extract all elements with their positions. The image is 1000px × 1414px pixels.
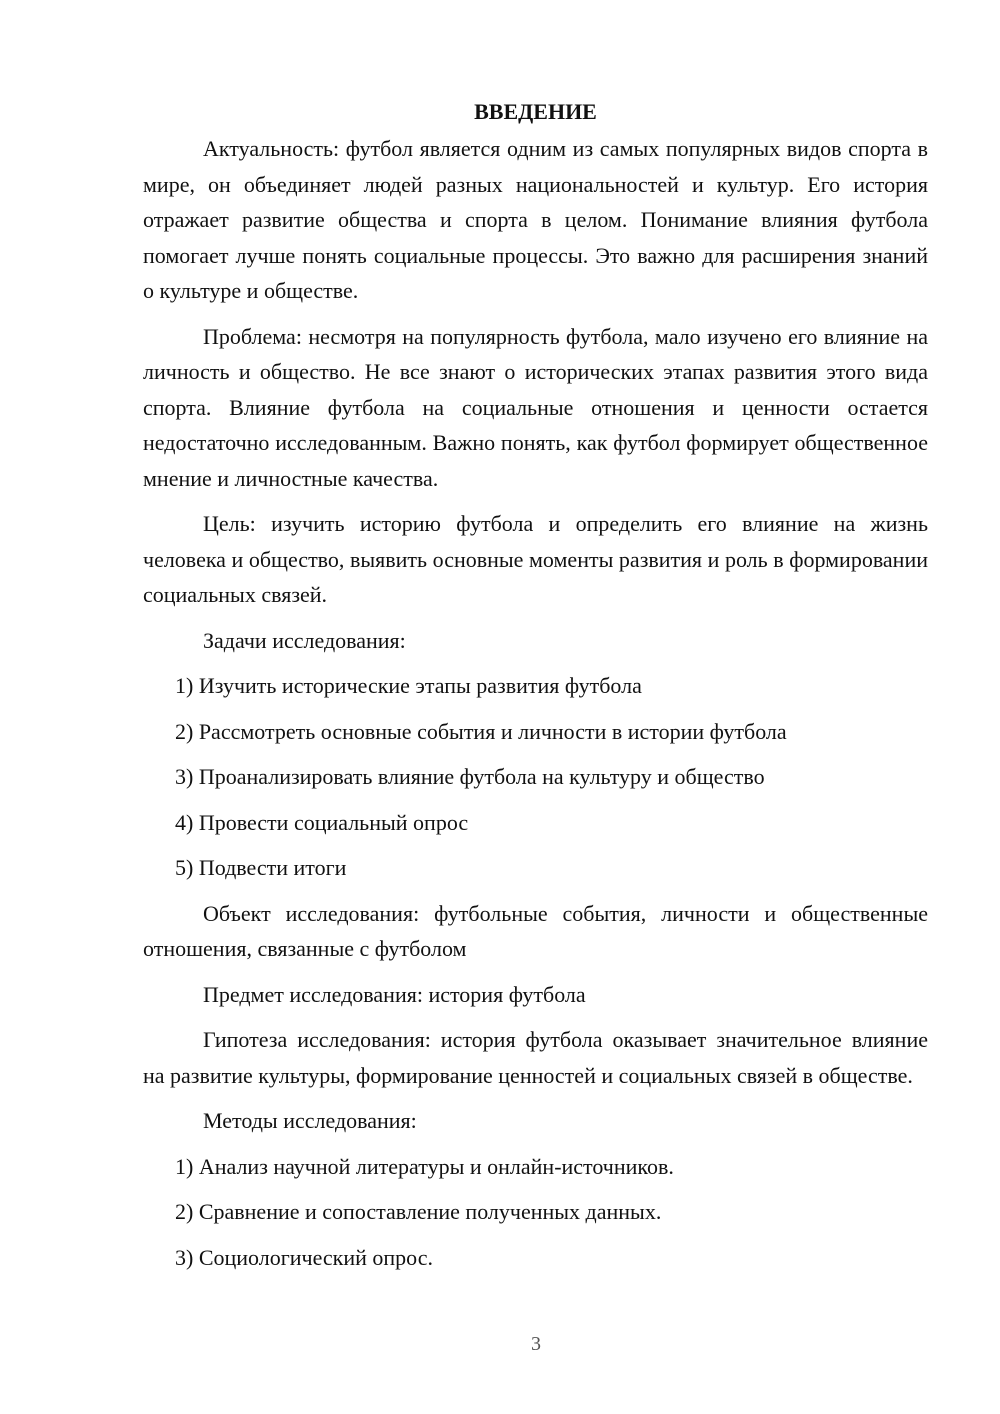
- methods-title: Методы исследования:: [203, 1108, 417, 1133]
- task-item: 2) Рассмотреть основные события и личности в истории футбола: [175, 718, 787, 744]
- task-item: 1) Изучить исторические этапы развития футбола: [175, 673, 642, 698]
- task-item: 4) Провести социальный опрос: [175, 809, 469, 835]
- task-item: 5) Подвести итоги: [175, 855, 347, 880]
- methods-list: [143, 1149, 928, 1276]
- relevance-paragraph: Актуальность: футбол является одним из самых популярных видов спорта в мире, он объединяет людей разных национальностей и культур. Его история отражает развитие общества и спорта в целом. Понимание влияния футбола помогает лучше понять социальные процессы. Это важно для расширения знаний о культуре и обществе.: [143, 136, 928, 303]
- method-item: 3) Социологический опрос.: [175, 1244, 433, 1270]
- subject-paragraph: Предмет исследования: история футбола: [203, 981, 586, 1007]
- hypothesis-paragraph: Гипотеза исследования: история футбола оказывает значительное влияние на развитие культуры, формирование ценностей и социальных связей в обществе.: [143, 1027, 928, 1088]
- page-number: 3: [531, 1333, 541, 1355]
- section-heading: ВВЕДЕНИЕ: [474, 99, 597, 124]
- tasks-title: Задачи исследования:: [203, 627, 406, 653]
- problem-paragraph: Проблема: несмотря на популярность футбола, мало изучено его влияние на личность и общество. Не все знают о исторических этапах развития этого вида спорта. Влияние футбола на социальные отношения и ценности остается недостаточно исследованным. Важно понять, как футбол формирует общественное мнение и личностные качества.: [143, 323, 928, 491]
- tasks-list: [143, 668, 928, 886]
- method-item: 1) Анализ научной литературы и онлайн-источников.: [175, 1153, 674, 1179]
- document-page: [143, 95, 928, 1285]
- object-paragraph: Объект исследования: футбольные события, личности и общественные отношения, связанные с футболом: [143, 900, 928, 961]
- method-item: 2) Сравнение и сопоставление полученных данных.: [175, 1199, 662, 1224]
- task-item: 3) Проанализировать влияние футбола на культуру и общество: [175, 764, 765, 789]
- goal-paragraph: Цель: изучить историю футбола и определить его влияние на жизнь человека и общество, выявить основные моменты развития и роль в формировании социальных связей.: [143, 511, 928, 607]
